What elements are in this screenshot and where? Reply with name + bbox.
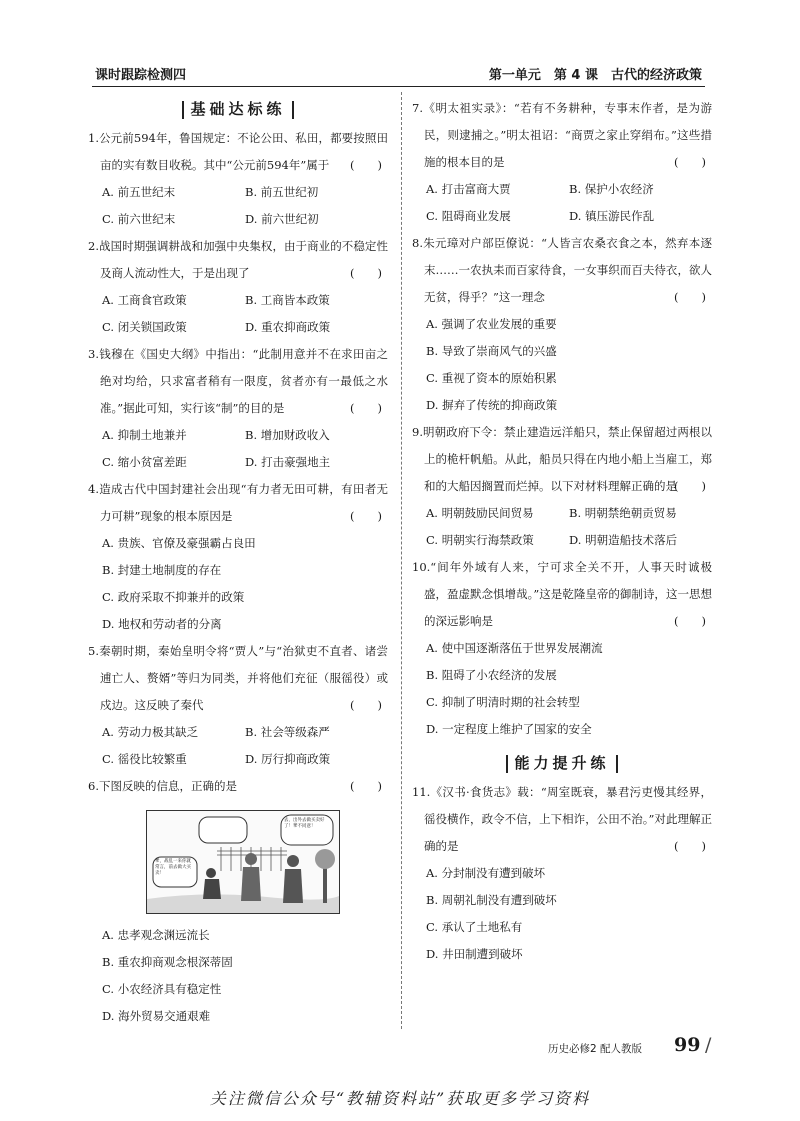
answer-paren: ( ) (350, 158, 382, 172)
option-a[interactable]: A. 明朝鼓励民间贸易 (426, 506, 534, 520)
question-5-options-row-2 (88, 746, 388, 773)
option-d[interactable]: D. 镇压游民作乱 (569, 209, 655, 223)
option-a[interactable]: A. 抑制土地兼并 (102, 428, 187, 442)
option-c[interactable]: C. 小农经济具有稳定性 (102, 982, 222, 996)
option-a[interactable]: A. 劳动力极其缺乏 (102, 725, 199, 739)
question-5-options-row-1 (88, 719, 388, 746)
answer-paren: ( ) (350, 401, 382, 415)
cartoon-bubble-left-text: 爹，战乱一来你就常言，前去做大买卖！ (155, 859, 191, 876)
option-d[interactable]: D. 地权和劳动者的分离 (102, 617, 222, 631)
option-d[interactable]: D. 明朝造船技术落后 (569, 533, 678, 547)
option-d[interactable]: D. 厉行抑商政策 (245, 752, 331, 766)
question-9-stem (412, 419, 712, 500)
answer-paren: ( ) (674, 479, 706, 493)
question-7 (412, 95, 712, 230)
right-column (412, 95, 712, 968)
question-11 (412, 779, 712, 968)
question-1-stem (88, 125, 388, 179)
page-slash: / (705, 1034, 712, 1056)
option-c[interactable]: C. 重视了资本的原始积累 (426, 371, 557, 385)
question-4-stem (88, 476, 388, 530)
option-d[interactable]: D. 前六世纪初 (245, 212, 319, 226)
option-b[interactable]: B. 阻碍了小农经济的发展 (426, 668, 557, 682)
question-6 (88, 773, 388, 1030)
question-1 (88, 125, 388, 233)
option-b[interactable]: B. 工商皆本政策 (245, 293, 330, 307)
option-b[interactable]: B. 增加财政收入 (245, 428, 330, 442)
question-2-text: 2.战国时期强调耕战和加强中央集权，由于商业的不稳定性及商人流动性大，于是出现了 (88, 239, 388, 280)
option-a[interactable]: A. 忠孝观念渊远流长 (102, 928, 210, 942)
question-8 (412, 230, 712, 419)
option-b[interactable]: B. 保护小农经济 (569, 182, 654, 196)
cartoon-figure-kneeling (203, 868, 221, 899)
cartoon-figure-standing (241, 853, 261, 901)
answer-paren: ( ) (350, 509, 382, 523)
title-bar-left (182, 101, 184, 119)
question-6-stem (88, 773, 388, 800)
question-5-text: 5.秦朝时期，秦始皇明令将“贾人”与“治狱吏不直者、诸尝逋亡人、赘婿”等归为同类，并将他们充征（服徭役）或戍边。这反映了秦代 (88, 644, 388, 712)
question-2-options-row-1 (88, 287, 388, 314)
cartoon-bubble-right-text: 去，出外去做买卖好了！爹不同意！ (284, 818, 325, 829)
answer-paren: ( ) (350, 266, 382, 280)
question-9 (412, 419, 712, 554)
cartoon-image (146, 810, 340, 914)
option-a[interactable]: A. 前五世纪末 (102, 185, 176, 199)
question-7-options-row-2 (412, 203, 712, 230)
option-c[interactable]: C. 明朝实行海禁政策 (426, 533, 534, 547)
option-d[interactable]: D. 一定程度上维护了国家的安全 (426, 722, 592, 736)
question-1-options-row-1 (88, 179, 388, 206)
option-b[interactable]: B. 前五世纪初 (245, 185, 319, 199)
question-3-options-row-2 (88, 449, 388, 476)
question-9-text: 9.明朝政府下令：禁止建造远洋船只，禁止保留超过两根以上的桅杆帆船。从此，船员只得在内地小船上当雇工，郑和的大船因搁置而烂掉。以下对材料理解正确的是 (412, 425, 712, 493)
option-c[interactable]: C. 政府采取不抑兼并的政策 (102, 590, 245, 604)
option-d[interactable]: D. 摒弃了传统的抑商政策 (426, 398, 558, 412)
section-title-ability-text: 能力提升练 (514, 754, 610, 772)
question-10-stem (412, 554, 712, 635)
question-3-text: 3.钱穆在《国史大纲》中指出：“此制用意并不在求田亩之绝对均给，只求富者稍有一限度，贫者亦有一最低之水准。”据此可知，实行该“制”的目的是 (88, 347, 388, 415)
option-b[interactable]: B. 明朝禁绝朝贡贸易 (569, 506, 677, 520)
option-c[interactable]: C. 闭关锁国政策 (102, 320, 187, 334)
option-c[interactable]: C. 徭役比较繁重 (102, 752, 187, 766)
option-a[interactable]: A. 打击富商大贾 (426, 182, 511, 196)
option-a[interactable]: A. 工商食官政策 (102, 293, 187, 307)
option-a[interactable]: A. 分封制没有遭到破坏 (426, 866, 546, 880)
cartoon-bubble-left (199, 817, 247, 843)
section-title-basic (88, 95, 388, 123)
question-6-text: 6.下图反映的信息，正确的是 (88, 779, 237, 793)
question-1-text: 1.公元前594年，鲁国规定：不论公田、私田，都要按照田亩的实有数目收税。其中“公元前594年”属于 (88, 131, 388, 172)
answer-paren: ( ) (674, 839, 706, 853)
title-bar-right (616, 755, 618, 773)
option-b[interactable]: B. 重农抑商观念根深蒂固 (102, 955, 233, 969)
question-7-text: 7.《明太祖实录》：“若有不务耕种，专事末作者，是为游民，则逮捕之。”明太祖诏：“商贾之家止穿绢布。”这些措施的根本目的是 (412, 101, 712, 169)
option-c[interactable]: C. 承认了土地私有 (426, 920, 523, 934)
title-bar-left (506, 755, 508, 773)
question-3-stem (88, 341, 388, 422)
option-b[interactable]: B. 周朝礼制没有遭到破坏 (426, 893, 557, 907)
cartoon-figure-right (283, 855, 303, 903)
watermark-text: 关注微信公众号“教辅资料站”获取更多学习资料 (209, 1089, 591, 1108)
question-5 (88, 638, 388, 773)
question-3 (88, 341, 388, 476)
question-11-stem (412, 779, 712, 860)
question-7-options-row-1 (412, 176, 712, 203)
option-a[interactable]: A. 使中国逐渐落伍于世界发展潮流 (426, 641, 603, 655)
option-d[interactable]: D. 井田制遭到破坏 (426, 947, 523, 961)
cartoon-tree (315, 849, 335, 903)
column-divider (401, 92, 402, 1029)
option-c[interactable]: C. 缩小贫富差距 (102, 455, 187, 469)
option-d[interactable]: D. 重农抑商政策 (245, 320, 331, 334)
option-a[interactable]: A. 贵族、官僚及豪强霸占良田 (102, 536, 256, 550)
question-8-stem (412, 230, 712, 311)
option-b[interactable]: B. 导致了崇商风气的兴盛 (426, 344, 557, 358)
section-title-basic-text: 基础达标练 (190, 100, 286, 118)
answer-paren: ( ) (350, 779, 382, 793)
question-4-text: 4.造成古代中国封建社会出现“有力者无田可耕，有田者无力可耕”现象的根本原因是 (88, 482, 388, 523)
question-2 (88, 233, 388, 341)
question-7-stem (412, 95, 712, 176)
question-9-options-row-2 (412, 527, 712, 554)
option-c[interactable]: C. 前六世纪末 (102, 212, 176, 226)
left-column (88, 95, 388, 1030)
question-10 (412, 554, 712, 743)
question-9-options-row-1 (412, 500, 712, 527)
option-d[interactable]: D. 打击豪强地主 (245, 455, 331, 469)
question-2-options-row-2 (88, 314, 388, 341)
option-c[interactable]: C. 抑制了明清时期的社会转型 (426, 695, 580, 709)
title-bar-right (292, 101, 294, 119)
question-4 (88, 476, 388, 638)
book-label: 历史必修2 配人教版 (548, 1043, 643, 1055)
header-right: 第一单元 第 4 课 古代的经济政策 (488, 68, 702, 83)
option-c[interactable]: C. 阻碍商业发展 (426, 209, 511, 223)
answer-paren: ( ) (674, 290, 706, 304)
question-10-text: 10.“间年外域有人来，宁可求全关不开，人事天时诚极盛，盈虚默念惧增哉。”这是乾隆皇帝的御制诗，这一思想的深远影响是 (412, 560, 712, 628)
option-b[interactable]: B. 社会等级森严 (245, 725, 330, 739)
header-left: 课时跟踪检测四 (95, 68, 187, 83)
page-number: 99 (674, 1034, 701, 1056)
answer-paren: ( ) (674, 155, 706, 169)
question-3-options-row-1 (88, 422, 388, 449)
question-11-text: 11.《汉书·食货志》载：“周室既衰，暴君污吏慢其经界，徭役横作，政令不信，上下相诈，公田不治。”对此理解正确的是 (412, 785, 712, 853)
question-8-text: 8.朱元璋对户部臣僚说：“人皆言农桑衣食之本，然弃本逐末……一农执耒而百家待食，一女事织而百夫待衣，欲人无贫，得乎？”这一理念 (412, 236, 712, 304)
question-5-stem (88, 638, 388, 719)
question-1-options-row-2 (88, 206, 388, 233)
option-b[interactable]: B. 封建土地制度的存在 (102, 563, 222, 577)
answer-paren: ( ) (674, 614, 706, 628)
option-a[interactable]: A. 强调了农业发展的重要 (426, 317, 557, 331)
option-d[interactable]: D. 海外贸易交通艰难 (102, 1009, 211, 1023)
header-rule (92, 86, 705, 87)
question-2-stem (88, 233, 388, 287)
section-title-ability (412, 749, 712, 777)
answer-paren: ( ) (350, 698, 382, 712)
